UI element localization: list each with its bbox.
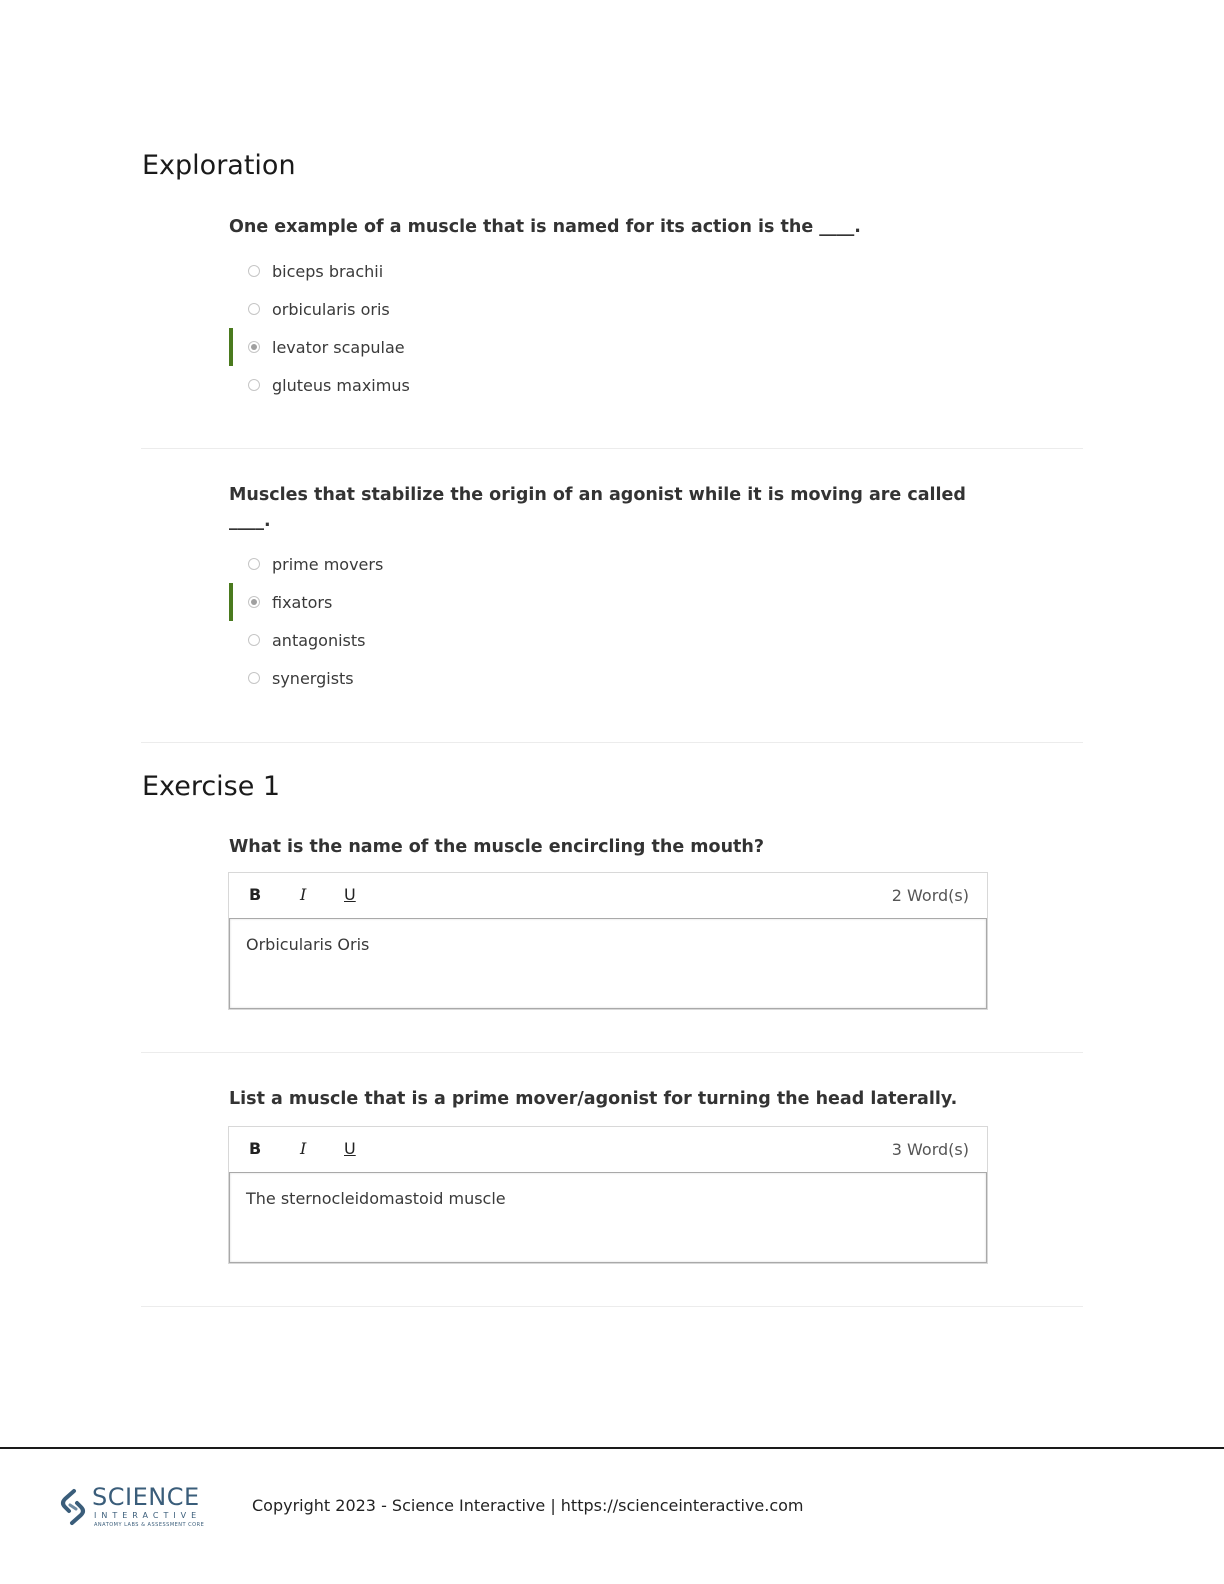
italic-button[interactable]: I	[300, 885, 307, 904]
option-label: levator scapulae	[272, 337, 405, 357]
editor-toolbar	[229, 1127, 987, 1173]
option-label: orbicularis oris	[272, 299, 390, 319]
italic-button[interactable]: I	[300, 1139, 307, 1158]
logo-wordmark: SCIENCE	[92, 1483, 200, 1511]
option-fixators[interactable]	[229, 583, 729, 621]
word-count: 2 Word(s)	[891, 886, 969, 905]
divider	[141, 742, 1083, 743]
radio-icon[interactable]	[248, 265, 260, 277]
section-title-exploration: Exploration	[142, 150, 296, 181]
option-label: synergists	[272, 668, 354, 688]
science-interactive-logo	[58, 1483, 210, 1531]
question-1-prompt: One example of a muscle that is named for its action is the ____.	[229, 217, 861, 237]
radio-icon[interactable]	[248, 558, 260, 570]
question-1-options	[229, 252, 729, 404]
radio-selected-icon[interactable]	[248, 596, 260, 608]
word-count: 3 Word(s)	[891, 1140, 969, 1159]
option-levator-scapulae[interactable]	[229, 328, 729, 366]
divider	[141, 1052, 1083, 1053]
bold-button[interactable]: B	[249, 1139, 262, 1158]
chain-link-icon	[58, 1487, 88, 1527]
option-prime-movers[interactable]	[229, 545, 729, 583]
option-label: prime movers	[272, 554, 384, 574]
option-label: gluteus maximus	[272, 375, 410, 395]
logo-tagline: ANATOMY LABS & ASSESSMENT CORE	[94, 1522, 205, 1528]
divider	[141, 1306, 1083, 1307]
radio-icon[interactable]	[248, 303, 260, 315]
editor-toolbar	[229, 873, 987, 919]
answer-editor-1	[228, 872, 988, 1010]
answer-editor-2	[228, 1126, 988, 1264]
question-2-prompt: Muscles that stabilize the origin of an agonist while it is moving are called ____.	[229, 485, 966, 531]
option-label: fixators	[272, 592, 333, 612]
section-title-exercise-1: Exercise 1	[142, 771, 281, 802]
question-2-options	[229, 545, 729, 697]
question-4-prompt: List a muscle that is a prime mover/agonist for turning the head laterally.	[229, 1089, 958, 1109]
option-antagonists[interactable]	[229, 621, 729, 659]
copyright-text: Copyright 2023 - Science Interactive | https://scienceinteractive.com	[252, 1496, 804, 1515]
divider	[141, 448, 1083, 449]
option-label: biceps brachii	[272, 261, 384, 281]
question-3-prompt: What is the name of the muscle encircling the mouth?	[229, 837, 764, 857]
answer-textarea[interactable]: The sternocleidomastoid muscle	[229, 1172, 987, 1263]
radio-icon[interactable]	[248, 379, 260, 391]
radio-icon[interactable]	[248, 634, 260, 646]
option-label: antagonists	[272, 630, 366, 650]
option-biceps-brachii[interactable]	[229, 252, 729, 290]
logo-subtitle: INTERACTIVE	[94, 1511, 202, 1520]
underline-button[interactable]: U	[344, 885, 356, 904]
radio-icon[interactable]	[248, 672, 260, 684]
footer-rule	[0, 1447, 1224, 1449]
option-orbicularis-oris[interactable]	[229, 290, 729, 328]
underline-button[interactable]: U	[344, 1139, 356, 1158]
answer-textarea[interactable]: Orbicularis Oris	[229, 918, 987, 1009]
option-synergists[interactable]	[229, 659, 729, 697]
bold-button[interactable]: B	[249, 885, 262, 904]
option-gluteus-maximus[interactable]	[229, 366, 729, 404]
radio-selected-icon[interactable]	[248, 341, 260, 353]
